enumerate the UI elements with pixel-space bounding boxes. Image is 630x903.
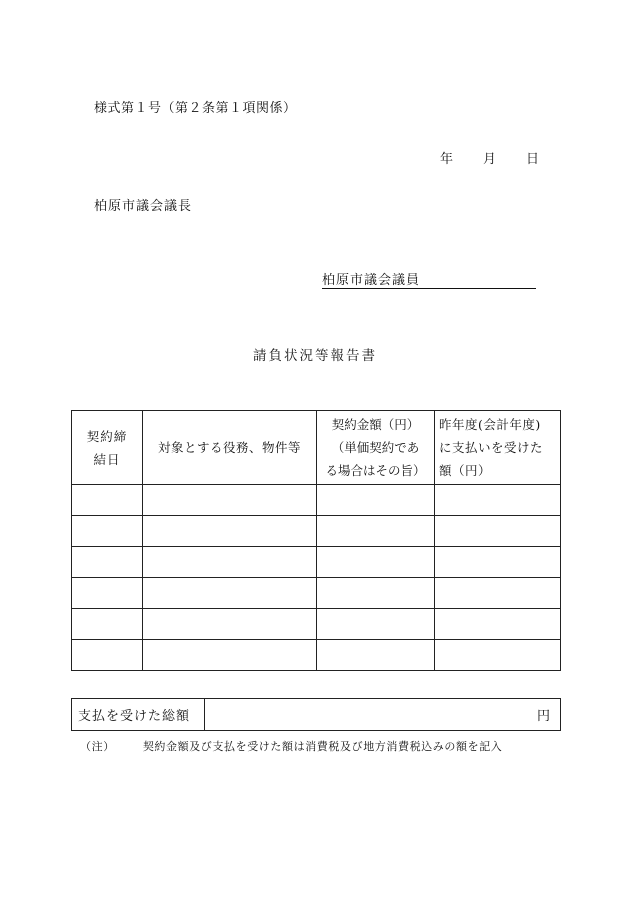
cell-contract-amount[interactable] (317, 640, 435, 671)
table-row (72, 547, 561, 578)
cell-paid-amount[interactable] (435, 578, 561, 609)
cell-paid-amount[interactable] (435, 640, 561, 671)
table-row (72, 578, 561, 609)
cell-contract-amount[interactable] (317, 609, 435, 640)
header-service-item (143, 411, 317, 485)
signature-blank (420, 273, 536, 289)
note-tag: （注） (80, 740, 115, 753)
header-line: 契約金額（円） (331, 417, 420, 432)
header-line: 対象とする役務、物件等 (157, 440, 301, 455)
cell-contract-date[interactable] (72, 640, 143, 671)
cell-paid-amount[interactable] (435, 485, 561, 516)
cell-service-item[interactable] (143, 578, 317, 609)
total-value-field[interactable] (205, 699, 560, 730)
header-contract-amount (317, 411, 435, 485)
form-number: 様式第１号（第２条第１項関係） (94, 101, 297, 116)
day-label: 日 (526, 152, 540, 167)
total-box (71, 698, 561, 731)
cell-service-item[interactable] (143, 640, 317, 671)
cell-service-item[interactable] (143, 516, 317, 547)
sender-line (322, 269, 536, 289)
table-header-row (72, 411, 561, 485)
addressee: 柏原市議会議長 (94, 199, 193, 214)
total-label: 支払を受けた総額 (72, 699, 205, 730)
table-row (72, 516, 561, 547)
cell-service-item[interactable] (143, 547, 317, 578)
table-row (72, 609, 561, 640)
cell-service-item[interactable] (143, 609, 317, 640)
cell-paid-amount[interactable] (435, 516, 561, 547)
header-line: 昨年度(会計年度) (439, 417, 541, 432)
cell-contract-date[interactable] (72, 547, 143, 578)
cell-contract-date[interactable] (72, 578, 143, 609)
sender-label: 柏原市議会議員 (322, 269, 420, 289)
header-line: 契約締 (86, 428, 128, 444)
month-label: 月 (483, 152, 497, 167)
table-row (72, 485, 561, 516)
cell-contract-amount[interactable] (317, 547, 435, 578)
cell-service-item[interactable] (143, 485, 317, 516)
footnote (80, 738, 502, 754)
note-text: 契約金額及び支払を受けた額は消費税及び地方消費税込みの額を記入 (142, 740, 503, 753)
cell-contract-date[interactable] (72, 609, 143, 640)
header-line: 結日 (93, 451, 121, 467)
cell-contract-amount[interactable] (317, 485, 435, 516)
header-line: に支払いを受けた (439, 440, 544, 455)
cell-contract-amount[interactable] (317, 516, 435, 547)
cell-contract-date[interactable] (72, 485, 143, 516)
report-table (71, 410, 561, 671)
cell-paid-amount[interactable] (435, 609, 561, 640)
cell-contract-amount[interactable] (317, 578, 435, 609)
year-label: 年 (440, 152, 454, 167)
cell-paid-amount[interactable] (435, 547, 561, 578)
header-line: 額（円） (439, 463, 492, 478)
document-title: 請負状況等報告書 (253, 348, 377, 364)
table-row (72, 640, 561, 671)
header-paid-amount (435, 411, 561, 485)
total-unit: 円 (536, 709, 550, 724)
header-contract-date (72, 411, 143, 485)
table-body (72, 485, 561, 671)
date-row (440, 148, 539, 167)
cell-contract-date[interactable] (72, 516, 143, 547)
header-line: る場合はその旨） (325, 463, 426, 478)
header-line: （単価契約であ (331, 440, 420, 455)
